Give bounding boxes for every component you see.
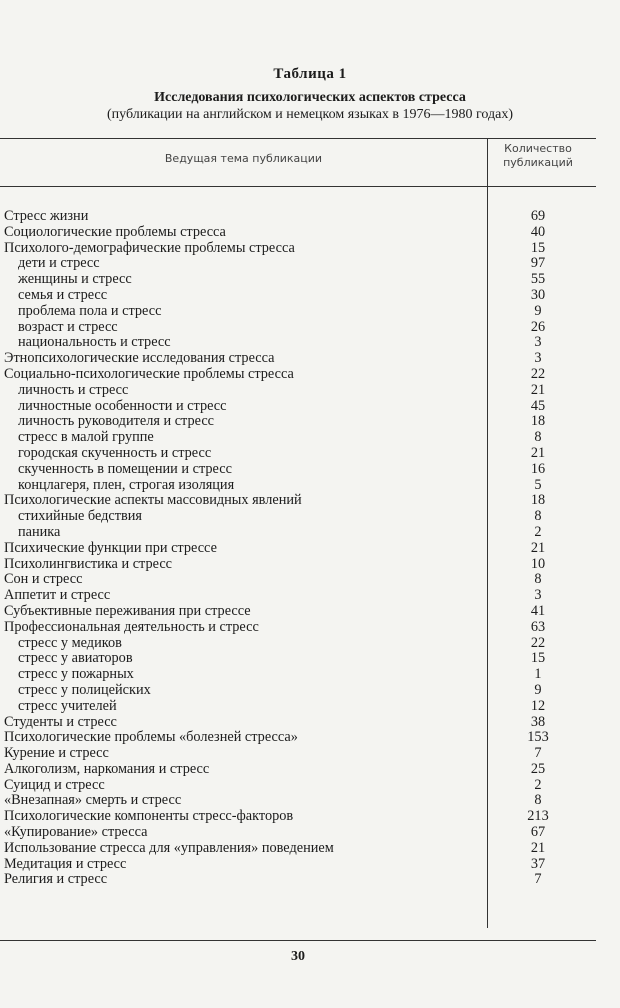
row-count: 18 [530, 492, 546, 509]
row-label: возраст и стресс [18, 318, 118, 335]
row-count: 8 [534, 508, 542, 525]
row-label: Сон и стресс [4, 571, 83, 588]
table-row [0, 588, 596, 604]
row-count: 67 [530, 824, 546, 841]
row-label: Аппетит и стресс [4, 587, 111, 604]
table-row [0, 399, 596, 415]
row-count: 3 [534, 587, 542, 604]
row-count: 69 [530, 208, 546, 224]
table-row [0, 304, 596, 320]
table-row [0, 825, 596, 841]
table-row [0, 383, 596, 399]
row-count: 2 [534, 523, 542, 540]
row-label: стресс в малой группе [18, 429, 154, 446]
table-row [0, 256, 596, 272]
row-label: Студенты и стресс [4, 713, 117, 730]
table-row [0, 699, 596, 715]
row-count: 5 [534, 476, 542, 493]
table-row [0, 478, 596, 494]
table-row [0, 841, 596, 857]
table-row [0, 430, 596, 446]
table-row [0, 446, 596, 462]
row-label: Психические функции при стрессе [4, 539, 217, 556]
table-row [0, 667, 596, 683]
row-count: 8 [534, 792, 542, 809]
table-row [0, 557, 596, 573]
table-row [0, 762, 596, 778]
row-count: 3 [534, 350, 542, 367]
row-label: Психолого-демографические проблемы стресса [4, 239, 295, 256]
row-count: 3 [534, 334, 542, 351]
table-row [0, 683, 596, 699]
row-label: личность и стресс [18, 381, 129, 398]
table-row [0, 367, 596, 383]
row-label: Стресс жизни [4, 208, 89, 224]
table-top-rule [0, 138, 596, 139]
row-count: 41 [530, 602, 546, 619]
row-label: стресс у медиков [18, 634, 122, 651]
row-count: 8 [534, 571, 542, 588]
row-label: Суицид и стресс [4, 776, 105, 793]
row-label: женщины и стресс [18, 271, 132, 288]
row-count: 22 [530, 634, 546, 651]
row-count: 15 [530, 239, 546, 256]
row-label: Медитация и стресс [4, 855, 127, 872]
row-count: 21 [530, 539, 546, 556]
row-label: Использование стресса для «управления» поведением [4, 839, 334, 856]
table-row [0, 525, 596, 541]
table-row [0, 636, 596, 652]
table-row [0, 493, 596, 509]
row-label: стихийные бедствия [18, 508, 142, 525]
row-label: дети и стресс [18, 255, 100, 272]
table-subtitle: Исследования психологических аспектов стресса [154, 90, 466, 105]
row-count: 26 [530, 318, 546, 335]
row-count: 153 [527, 729, 549, 746]
row-count: 9 [534, 302, 542, 319]
table-row [0, 572, 596, 588]
row-count: 15 [530, 650, 546, 667]
table-body [0, 209, 596, 888]
row-label: личностные особенности и стресс [18, 397, 227, 414]
row-label: стресс у авиаторов [18, 650, 133, 667]
table-row [0, 809, 596, 825]
row-label: Психолингвистика и стресс [4, 555, 173, 572]
header-topic: Ведущая тема публикации [164, 152, 323, 165]
row-count: 18 [530, 413, 546, 430]
row-label: Курение и стресс [4, 745, 109, 762]
row-label: Религия и стресс [4, 871, 108, 888]
table-row [0, 541, 596, 557]
table-row [0, 320, 596, 336]
row-label: скученность в помещении и стресс [18, 460, 232, 477]
row-count: 8 [534, 429, 542, 446]
row-label: национальность и стресс [18, 334, 171, 351]
row-label: стресс учителей [18, 697, 117, 714]
header-count-line2: публикаций [503, 156, 573, 169]
row-count: 45 [530, 397, 546, 414]
header-bottom-rule [0, 186, 596, 187]
row-label: «Внезапная» смерть и стресс [4, 792, 182, 809]
table-title: Таблица 1 [273, 66, 347, 82]
row-label: Алкоголизм, наркомания и стресс [4, 760, 210, 777]
row-count: 21 [530, 839, 546, 856]
row-label: «Купирование» стресса [4, 824, 148, 841]
row-label: стресс у полицейских [18, 681, 151, 698]
row-count: 2 [534, 776, 542, 793]
row-label: паника [18, 523, 61, 540]
table-bottom-rule [0, 940, 596, 941]
row-label: стресс у пожарных [18, 666, 134, 683]
row-count: 55 [530, 271, 546, 288]
table-row [0, 209, 596, 225]
row-count: 22 [530, 365, 546, 382]
row-label: личность руководителя и стресс [18, 413, 215, 430]
page-number: 30 [291, 949, 305, 964]
row-label: Субъективные переживания при стрессе [4, 602, 251, 619]
table-subtitle-note: (публикации на английском и немецком языках в 1976—1980 годах) [106, 107, 514, 122]
header-count [488, 142, 588, 170]
row-count: 16 [530, 460, 546, 477]
table-row [0, 288, 596, 304]
table-row [0, 857, 596, 873]
row-count: 9 [534, 681, 542, 698]
table-row [0, 272, 596, 288]
table-row [0, 604, 596, 620]
table-row [0, 414, 596, 430]
row-count: 63 [530, 618, 546, 635]
row-count: 213 [527, 808, 549, 825]
row-count: 38 [530, 713, 546, 730]
row-count: 10 [530, 555, 546, 572]
table-row [0, 715, 596, 731]
row-count: 21 [530, 381, 546, 398]
row-label: Этнопсихологические исследования стресса [4, 350, 275, 367]
row-label: Социально-психологические проблемы стресса [4, 365, 294, 382]
row-label: семья и стресс [18, 286, 108, 303]
table-row [0, 241, 596, 257]
table-row [0, 651, 596, 667]
row-count: 7 [534, 745, 542, 762]
table-row [0, 351, 596, 367]
header-count-line1: Количество [504, 142, 572, 155]
row-label: Социологические проблемы стресса [4, 223, 226, 240]
table-row [0, 793, 596, 809]
table-row [0, 872, 596, 888]
row-count: 25 [530, 760, 546, 777]
table-row [0, 620, 596, 636]
row-count: 12 [530, 697, 546, 714]
table-row [0, 746, 596, 762]
row-count: 40 [530, 223, 546, 240]
row-count: 1 [534, 666, 542, 683]
row-count: 37 [530, 855, 546, 872]
row-count: 7 [534, 871, 542, 888]
row-label: Психологические аспекты массовидных явлений [4, 492, 302, 509]
row-label: Профессиональная деятельность и стресс [4, 618, 259, 635]
table-row [0, 225, 596, 241]
row-label: Психологические проблемы «болезней стресса» [4, 729, 298, 746]
row-label: городская скученность и стресс [18, 444, 212, 461]
table-row [0, 509, 596, 525]
table-row [0, 778, 596, 794]
row-count: 97 [530, 255, 546, 272]
table-row [0, 462, 596, 478]
table-row [0, 730, 596, 746]
row-label: проблема пола и стресс [18, 302, 162, 319]
row-label: Психологические компоненты стресс-факторов [4, 808, 294, 825]
table-row [0, 335, 596, 351]
row-label: концлагеря, плен, строгая изоляция [18, 476, 235, 493]
row-count: 21 [530, 444, 546, 461]
row-count: 30 [530, 286, 546, 303]
